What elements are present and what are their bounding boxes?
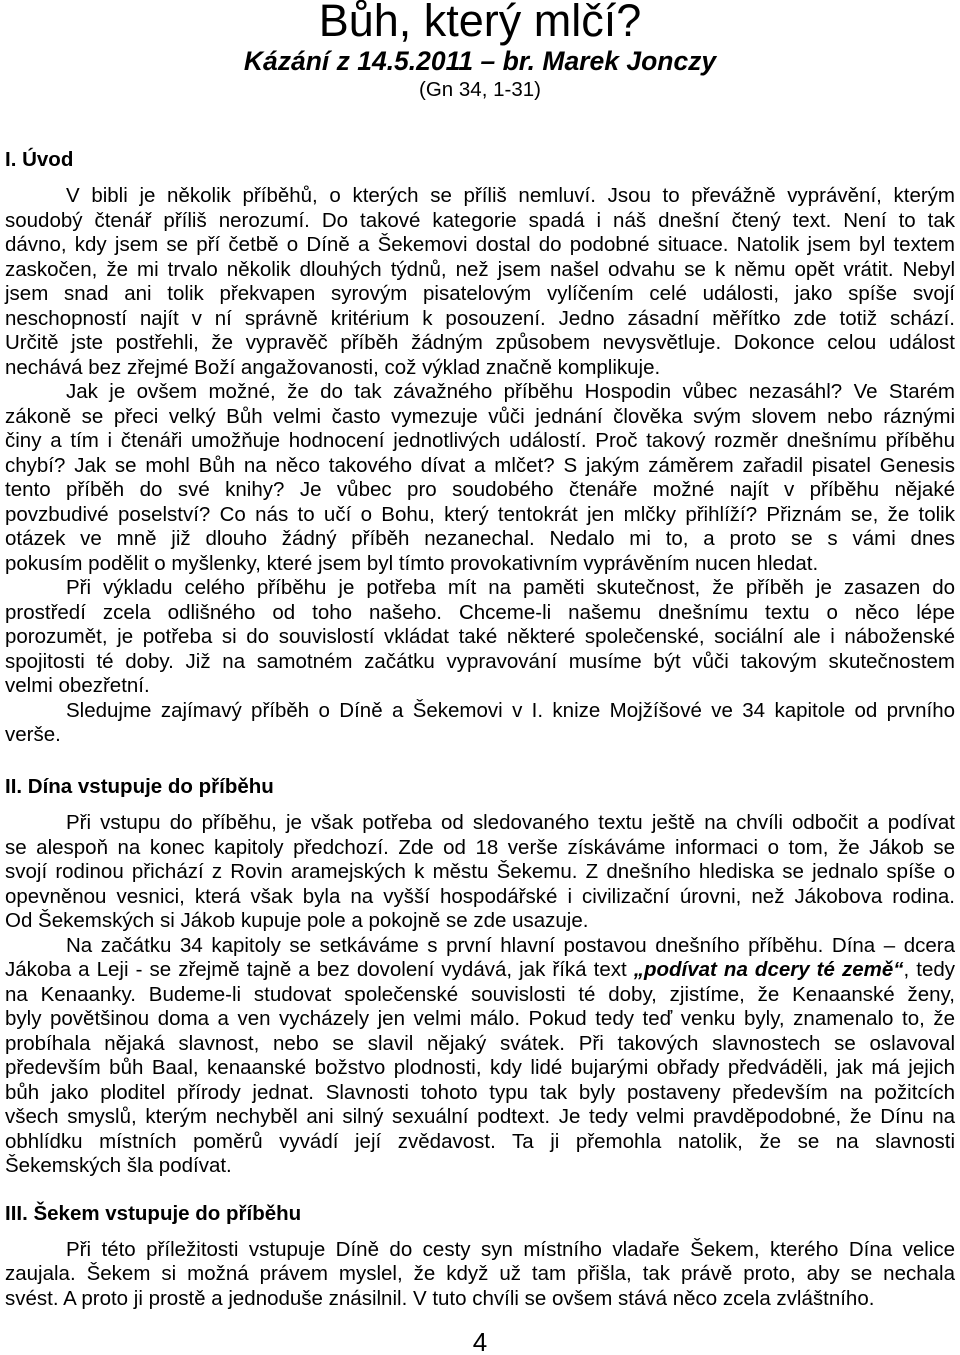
page-subtitle: Kázání z 14.5.2011 – br. Marek Jonczy xyxy=(243,46,717,76)
paragraph-line: svést. A proto ji prostě a jednoduše znásilnil. V tuto chvíli se ovšem stává něco zcela zvláštního. xyxy=(5,1286,875,1310)
section-sekem xyxy=(5,1202,955,1312)
section-heading: II. Dína vstupuje do příběhu xyxy=(5,775,274,798)
paragraph xyxy=(5,811,955,934)
paragraph-line: Při této příležitosti vstupuje Díně do cesty syn místního vladaře Šekem, kterého Dína velice xyxy=(66,1237,955,1261)
document-body xyxy=(5,148,955,1311)
paragraph-line: jsem snad ani tolik překvapen syrovým pisatelovým vylíčením celé události, jako spíše svojí xyxy=(5,282,955,305)
paragraph-line: zaskočen, že mi trvalo několik dlouhých týdnů, než jsem našel odvahu se k němu opět vrátit. Nebyl xyxy=(5,257,955,281)
paragraph-line: chybí? Jak se mohl Bůh na něco takového dívat a mlčet? S jakým záměrem zařadil pisatel Genesis xyxy=(5,453,955,477)
paragraph xyxy=(5,699,955,748)
paragraph-line: prostředí zcela odlišného od toho našeho. Chceme-li našemu dnešnímu textu o něco lépe xyxy=(5,600,955,624)
paragraph-line: povzbudivé poselství? Co nás to učí o Bohu, který tentokrát jen mlčky přihlíží? Přiznám se, že tolik xyxy=(5,502,955,526)
paragraph-line: se alespoň na konec kapitoly předchozí. Zde od 18 verše získáváme informaci o tom, že Jákob se xyxy=(5,835,955,859)
paragraph xyxy=(5,184,955,380)
scripture-reference: (Gn 34, 1-31) xyxy=(419,78,541,101)
paragraph-line xyxy=(5,958,955,983)
paragraph-line: činy a tím i čtenáři umožňuje hodnocení jednotlivých událostí. Proč takový rozměr dnešnímu příběhu xyxy=(5,429,955,452)
paragraph-line: verše. xyxy=(5,723,61,746)
page-number: 4 xyxy=(472,1327,488,1355)
paragraph xyxy=(5,934,955,1179)
line-text: Jákoba a Leji - se zřejmě tajně a bez dovolení vydává, jak říká text xyxy=(5,958,634,981)
paragraph-line: Od Šekemských si Jákob kupuje pole a pokojně se zde usazuje. xyxy=(5,909,589,932)
paragraph-line: Šekemských šla podívat. xyxy=(5,1154,232,1177)
paragraph-line: svojí rodinou přichází z Rovin aramejských k městu Šekemu. Z dnešního hlediska se jednalo spíše o xyxy=(5,860,955,883)
paragraph-line: na Kenaanky. Budeme-li studovat společenské souvislosti té doby, zjistíme, že Kenaanské ženy, xyxy=(5,982,955,1006)
paragraph-line: pokusím podělit o myšlenky, které jsem byl tímto provokativním vyprávěním nucen hledat. xyxy=(5,551,819,575)
paragraph-line: porozumět, je potřeba si do souvislostí vkládat také některé společenské, sociální ale i náboženské xyxy=(5,625,955,648)
paragraph-line: Při vstupu do příběhu, je však potřeba od sledovaného textu ještě na chvíli odbočit a podívat xyxy=(66,811,955,834)
paragraph-line: všech smyslů, kterým nechyběl ani silný sexuální podtext. Je tedy velmi pravděpodobné, že Dínu na xyxy=(5,1105,955,1128)
paragraph-line: Sledujme zajímavý příběh o Díně a Šekemovi v I. knize Mojžíšové ve 34 kapitole od prvního xyxy=(66,698,955,722)
paragraph-line: tento příběh do své knihy? Je vůbec pro soudobého čtenáře možné najít v příběhu nějaké xyxy=(5,478,955,501)
paragraph-line: otázek ve mně již dlouho žádný příběh nezanechal. Nedalo mi to, a proto se s vámi dnes xyxy=(5,527,955,550)
paragraph-line: Na začátku 34 kapitoly se setkáváme s první hlavní postavou dnešního příběhu. Dína – dcera xyxy=(66,933,955,957)
emphasized-quote: „podívat na dcery té země“ xyxy=(633,958,904,981)
paragraph-line: zaujala. Šekem si možná právem myslel, že když už tam přišla, tak právě proto, aby se nechala xyxy=(5,1262,955,1285)
paragraph xyxy=(5,1238,955,1312)
paragraph-line: nechává bez zřejmé Boží angažovanosti, což výklad značně komplikuje. xyxy=(5,355,661,379)
paragraph-line: zákoně se přeci velký Bůh velmi často vymezuje vůči jednání člověka svým slovem nebo ráznými xyxy=(5,404,955,428)
paragraph-line: probíhala nějaká slavnost, nebo se slavil nějaký svátek. Při takových slavnostech se oslavoval xyxy=(5,1031,955,1055)
paragraph-line: byly povětšinou doma a ven vycházely jen velmi málo. Pokud tedy teď venku byly, znamenalo to, že xyxy=(5,1007,955,1030)
paragraph xyxy=(5,380,955,576)
paragraph-line: dávno, kdy jsem se pří četbě o Díně a Šekemovi dostal do podobné situace. Natolik jsem byl textem xyxy=(5,233,955,256)
paragraph-line: bůh jako ploditel přírody jednat. Slavnosti tohoto typu tak byly postaveny především na požitcích xyxy=(5,1080,955,1104)
paragraph-line: opevněnou vesnici, která však byla na vyšší hospodářské i civilizační úrovni, než Jákobova rodina. xyxy=(5,884,955,908)
line-text: , tedy xyxy=(903,958,956,981)
paragraph-line: V bibli je několik příběhů, o kterých se příliš nemluví. Jsou to převážně vyprávění, kterým xyxy=(66,184,955,207)
section-dina xyxy=(5,775,955,1179)
paragraph-line: Při výkladu celého příběhu je potřeba mít na paměti skutečnost, že příběh je zasazen do xyxy=(66,576,955,599)
paragraph-line: neschopností najít v ní správně kritérium k posouzení. Jedno zásadní měřítko zde totiž schází. xyxy=(5,306,955,330)
section-heading: I. Úvod xyxy=(5,148,74,171)
paragraph-line: spojitosti té doby. Již na samotném začátku vypravování musíme být vůči takovým skutečnostem xyxy=(5,649,955,673)
paragraph-line: Určitě jste postřehli, že vypravěč příběh žádným způsobem nevysvětluje. Dokonce celou událost xyxy=(5,331,955,354)
paragraph-line: velmi obezřetní. xyxy=(5,674,150,697)
paragraph-line: obhlídku místních poměrů vyvádí její zvědavost. Ta ji přemohla natolik, že se na slavnosti xyxy=(5,1129,955,1153)
paragraph-line: soudobý čtenář příliš nerozumí. Do takové kategorie spadá i náš dnešní čtený text. Není to tak xyxy=(5,208,955,232)
paragraph-line: především bůh Baal, kenaanské božstvo plodnosti, kdy lidé bujarými obřady předváděli, jak má jejich xyxy=(5,1056,955,1079)
section-introduction xyxy=(5,148,955,748)
section-heading: III. Šekem vstupuje do příběhu xyxy=(5,1201,302,1225)
paragraph xyxy=(5,576,955,699)
paragraph-line: Jak je ovšem možné, že do tak závažného příběhu Hospodin vůbec nezasáhl? Ve Starém xyxy=(66,380,955,403)
page-title: Bůh, který mlčí? xyxy=(318,0,642,46)
